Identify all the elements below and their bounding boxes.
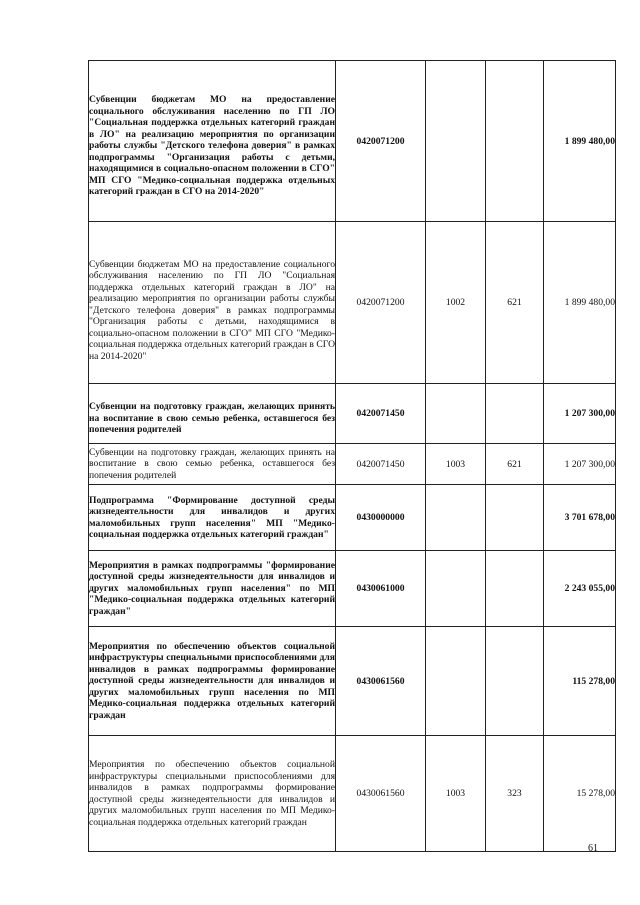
row-code: 0420071450 bbox=[336, 384, 426, 444]
row-name: Субвенции бюджетам МО на предоставление социального обслуживания населению по ГП ЛО "Социальная поддержка отдельных категорий граждан в ЛО" на реализацию мероприятия по организации работы службы "Детского телефона доверия" в рамках подпрограммы "Организация работы с детьми, находящимися в социально-опасном положении в СГО" МП СГО "Медико-социальная поддержка отдельных категорий граждан в СГО на 2014-2020" bbox=[89, 61, 336, 222]
row-section: 1002 bbox=[426, 222, 486, 384]
row-code: 0420071450 bbox=[336, 444, 426, 485]
row-section bbox=[426, 61, 486, 222]
table-row bbox=[89, 222, 616, 384]
row-code: 0430061000 bbox=[336, 551, 426, 627]
row-section: 1003 bbox=[426, 444, 486, 485]
row-expense-type bbox=[486, 61, 544, 222]
table-row bbox=[89, 551, 616, 627]
row-code: 0430000000 bbox=[336, 485, 426, 551]
row-section: 1003 bbox=[426, 736, 486, 852]
row-expense-type: 323 bbox=[486, 736, 544, 852]
row-amount: 3 701 678,00 bbox=[544, 485, 616, 551]
row-amount: 1 899 480,00 bbox=[544, 61, 616, 222]
table-row bbox=[89, 61, 616, 222]
row-amount: 2 243 055,00 bbox=[544, 551, 616, 627]
row-expense-type: 621 bbox=[486, 222, 544, 384]
row-name: Подпрограмма "Формирование доступной среды жизнедеятельности для инвалидов и других маломобильных групп населения" МП "Медико-социальная поддержка отдельных категорий граждан" bbox=[89, 485, 336, 551]
row-name: Мероприятия по обеспечению объектов социальной инфраструктуры специальными приспособлениями для инвалидов в рамках подпрограммы формирование доступной среды жизнедеятельности для инвалидов и других маломобильных групп населения по МП Медико-социальная поддержка отдельных категорий граждан bbox=[89, 627, 336, 736]
row-section bbox=[426, 627, 486, 736]
row-code: 0420071200 bbox=[336, 222, 426, 384]
row-section bbox=[426, 384, 486, 444]
row-section bbox=[426, 551, 486, 627]
table-row bbox=[89, 384, 616, 444]
table-row bbox=[89, 485, 616, 551]
row-amount: 1 899 480,00 bbox=[544, 222, 616, 384]
row-expense-type bbox=[486, 384, 544, 444]
row-name: Субвенции бюджетам МО на предоставление социального обслуживания населению по ГП ЛО "Социальная поддержка отдельных категорий граждан в ЛО" на реализацию мероприятия по организации работы службы "Детского телефона доверия" в рамках подпрограммы "Организация работы с детьми, находящимися в социально-опасном положении в СГО" МП СГО "Медико-социальная поддержка отдельных категорий граждан в СГО на 2014-2020" bbox=[89, 222, 336, 384]
row-name: Мероприятия по обеспечению объектов социальной инфраструктуры специальными приспособлениями для инвалидов в рамках подпрограммы формирование доступной среды жизнедеятельности для инвалидов и других маломобильных групп населения по МП Медико-социальная поддержка отдельных категорий граждан bbox=[89, 736, 336, 852]
row-section bbox=[426, 485, 486, 551]
row-expense-type: 621 bbox=[486, 444, 544, 485]
row-code: 0430061560 bbox=[336, 627, 426, 736]
table-row bbox=[89, 736, 616, 852]
row-amount: 15 278,00 bbox=[544, 736, 616, 852]
row-amount: 115 278,00 bbox=[544, 627, 616, 736]
row-expense-type bbox=[486, 485, 544, 551]
row-code: 0420071200 bbox=[336, 61, 426, 222]
table-row bbox=[89, 627, 616, 736]
row-amount: 1 207 300,00 bbox=[544, 384, 616, 444]
row-code: 0430061560 bbox=[336, 736, 426, 852]
row-expense-type bbox=[486, 627, 544, 736]
row-amount: 1 207 300,00 bbox=[544, 444, 616, 485]
page-number: 61 bbox=[588, 843, 598, 854]
row-name: Мероприятия в рамках подпрограммы "формирование доступной среды жизнедеятельности для инвалидов и других маломобильных групп населения" по МП "Медико-социальная поддержка отдельных категорий граждан" bbox=[89, 551, 336, 627]
row-name: Субвенции на подготовку граждан, желающих принять на воспитание в свою семью ребенка, оставшегося без попечения родителей bbox=[89, 384, 336, 444]
budget-table bbox=[88, 60, 616, 852]
row-name: Субвенции на подготовку граждан, желающих принять на воспитание в свою семью ребенка, оставшегося без попечения родителей bbox=[89, 444, 336, 485]
table-row bbox=[89, 444, 616, 485]
row-expense-type bbox=[486, 551, 544, 627]
